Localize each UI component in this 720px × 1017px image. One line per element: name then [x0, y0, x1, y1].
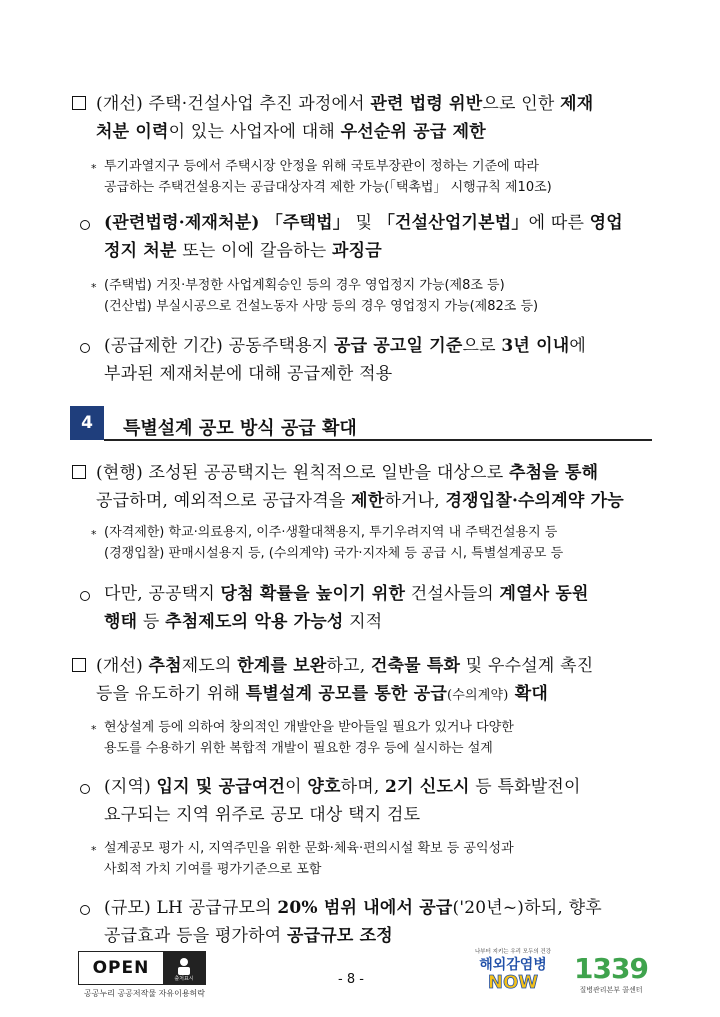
- badge-text: 출처표시: [174, 976, 194, 981]
- note-line: (자격제한) 학교·의료용지, 이주·생활대책용지, 투기우려지역 내 주택건설용지 등: [104, 525, 558, 540]
- text-bold: 2기 신도시: [385, 777, 470, 797]
- text: 공급하며, 예외적으로 공급자격을: [96, 491, 352, 511]
- hotline-1339-logo: [568, 946, 654, 996]
- now-main: 해외감염병: [479, 957, 547, 973]
- text: (현행) 조성된 공공택지는 원칙적으로 일반을 대상으로: [96, 463, 509, 483]
- paragraph-line: [96, 465, 598, 482]
- section-number-badge: 4: [70, 406, 104, 440]
- text-bold: 양호: [307, 777, 341, 797]
- paragraph-line: [96, 658, 593, 675]
- now-sub: NOW: [487, 972, 539, 992]
- text-bold: 계열사 동원: [499, 584, 589, 604]
- section-divider: [104, 439, 652, 441]
- text-bold: 행태: [104, 612, 138, 632]
- circle-bullet-icon: [80, 343, 90, 353]
- open-caption: 공공누리 공공저작물 자유이용허락: [84, 989, 206, 998]
- paragraph-line: [104, 338, 586, 355]
- text: (개선) 주택·건설사업 추진 과정에서: [96, 94, 371, 114]
- note-line: 용도를 수용하기 위한 복합적 개발이 필요한 경우 등에 실시하는 설계: [104, 741, 493, 756]
- text: 에: [569, 336, 587, 356]
- paragraph-line: [104, 243, 382, 260]
- text: 공급효과 등을 평가하여: [104, 926, 288, 946]
- text: 또는 이에 갈음하는: [176, 241, 333, 261]
- text: 이: [285, 777, 308, 797]
- text-bold: 건축물 특화: [370, 656, 461, 676]
- hotline-number: 1339: [574, 952, 648, 985]
- text-bold: 경쟁입찰·수의계약 가능: [445, 491, 624, 511]
- kogl-open-logo: [78, 951, 206, 985]
- section-title: 특별설계 공모 방식 공급 확대: [123, 418, 357, 439]
- text: 하며,: [340, 777, 386, 797]
- circle-bullet-icon: [80, 220, 90, 230]
- note-line: 설계공모 평가 시, 지역주민을 위한 문화·체육·편의시설 확보 등 공익성과: [104, 841, 514, 856]
- text: 등 특화발전이: [469, 777, 581, 797]
- paragraph-line: [96, 686, 548, 703]
- asterisk-icon: *: [91, 723, 97, 736]
- paragraph-line: [104, 586, 589, 603]
- text: 등을 유도하기 위해: [96, 684, 246, 704]
- text: 및: [349, 213, 378, 233]
- text-bold: 한계를 보완: [237, 656, 327, 676]
- text-bold: 처분 이력: [96, 122, 169, 142]
- person-icon: [169, 955, 199, 981]
- text: 지적: [343, 612, 383, 632]
- paragraph-line: [96, 493, 624, 510]
- hotline-caption: 질병관리본부 콜센터: [579, 986, 643, 994]
- text-bold: 「주택법」: [265, 213, 350, 233]
- square-bullet-icon: [72, 465, 86, 479]
- paragraph-line: [104, 215, 623, 232]
- text-bold: 「건설산업기본법」: [377, 213, 529, 233]
- circle-bullet-icon: [80, 784, 90, 794]
- text-bold: 추첨제도의 악용 가능성: [165, 612, 344, 632]
- text: 에 따른: [528, 213, 590, 233]
- open-label: OPEN: [79, 952, 163, 984]
- now-tagline: 나부터 지키는 우리 모두의 건강: [474, 949, 552, 955]
- text: 제도의: [181, 656, 238, 676]
- text-bold: 관련 법령 위반: [370, 94, 483, 114]
- text-bold: 정지 처분: [104, 241, 177, 261]
- paragraph-line: [104, 779, 581, 796]
- square-bullet-icon: [72, 658, 86, 672]
- text-bold: (관련법령·제재처분): [104, 213, 266, 233]
- text: 으로 인한: [482, 94, 561, 114]
- attribution-badge: [163, 952, 205, 984]
- asterisk-icon: *: [91, 162, 97, 175]
- text: 하고,: [326, 656, 371, 676]
- overseas-infection-now-logo: [470, 946, 556, 992]
- text: (공급제한 기간) 공동주택용지: [104, 336, 334, 356]
- text-bold: 제재: [560, 94, 594, 114]
- text-bold: 추첨: [148, 656, 182, 676]
- paragraph-line: [104, 900, 602, 917]
- text-bold: 공급 공고일 기준: [333, 336, 463, 356]
- text-bold: 3년 이내: [501, 336, 570, 356]
- note-line: (주택법) 거짓·부정한 사업계획승인 등의 경우 영업정지 가능(제8조 등): [104, 278, 505, 293]
- text-bold: 공급규모 조정: [287, 926, 393, 946]
- circle-bullet-icon: [80, 905, 90, 915]
- text: (개선): [96, 656, 149, 676]
- text-bold: 당첨 확률을 높이기 위한: [220, 584, 406, 604]
- text-bold: 과징금: [332, 241, 382, 261]
- paragraph-line: [104, 614, 382, 631]
- paragraph-line: [96, 96, 593, 113]
- text-bold: 입지 및 공급여건: [156, 777, 286, 797]
- note-line: (건산법) 부실시공으로 건설노동자 사망 등의 경우 영업정지 가능(제82조 등): [104, 299, 539, 314]
- text-bold: 20% 범위 내에서 공급: [277, 898, 453, 918]
- asterisk-icon: *: [91, 528, 97, 541]
- text-bold: 제한: [351, 491, 385, 511]
- note-line: 현상설계 등에 의하여 창의적인 개발안을 받아들일 필요가 있거나 다양한: [104, 720, 514, 735]
- text-bold: 추첨을 통해: [508, 463, 599, 483]
- page-number: - 8 -: [338, 972, 364, 987]
- text: 등: [137, 612, 166, 632]
- text: 하거나,: [384, 491, 446, 511]
- note-line: 사회적 가치 기여를 평가기준으로 포함: [104, 862, 322, 877]
- text: 이 있는 사업자에 대해: [168, 122, 341, 142]
- circle-bullet-icon: [80, 591, 90, 601]
- note-line: 공급하는 주택건설용지는 공급대상자격 제한 가능(「택촉법」 시행규칙 제10조): [104, 180, 552, 195]
- text: 다만, 공공택지: [104, 584, 221, 604]
- note-line: 투기과열지구 등에서 주택시장 안정을 위해 국토부장관이 정하는 기준에 따라: [104, 159, 539, 174]
- asterisk-icon: *: [91, 844, 97, 857]
- asterisk-icon: *: [91, 281, 97, 294]
- text: 으로: [462, 336, 502, 356]
- text: (지역): [104, 777, 157, 797]
- paragraph-line: [96, 124, 486, 141]
- text: ('20년~)하되, 향후: [452, 898, 602, 918]
- text-bold: 우선순위 공급 제한: [340, 122, 486, 142]
- text: (규모) LH 공급규모의: [104, 898, 278, 918]
- text-bold: 영업: [589, 213, 623, 233]
- text-bold: 확대: [508, 684, 548, 704]
- text: (수의계약): [447, 688, 509, 703]
- paragraph-line: [104, 928, 393, 945]
- square-bullet-icon: [72, 96, 86, 110]
- text: 건설사들의: [405, 584, 500, 604]
- note-line: (경쟁입찰) 판매시설용지 등, (수의계약) 국가·지자체 등 공급 시, 특별설계공모 등: [104, 546, 564, 561]
- paragraph-line: 요구되는 지역 위주로 공모 대상 택지 검토: [104, 805, 421, 825]
- text-bold: 특별설계 공모를 통한 공급: [245, 684, 447, 704]
- paragraph-line: 부과된 제재처분에 대해 공급제한 적용: [104, 364, 393, 384]
- text: 및 우수설계 촉진: [460, 656, 594, 676]
